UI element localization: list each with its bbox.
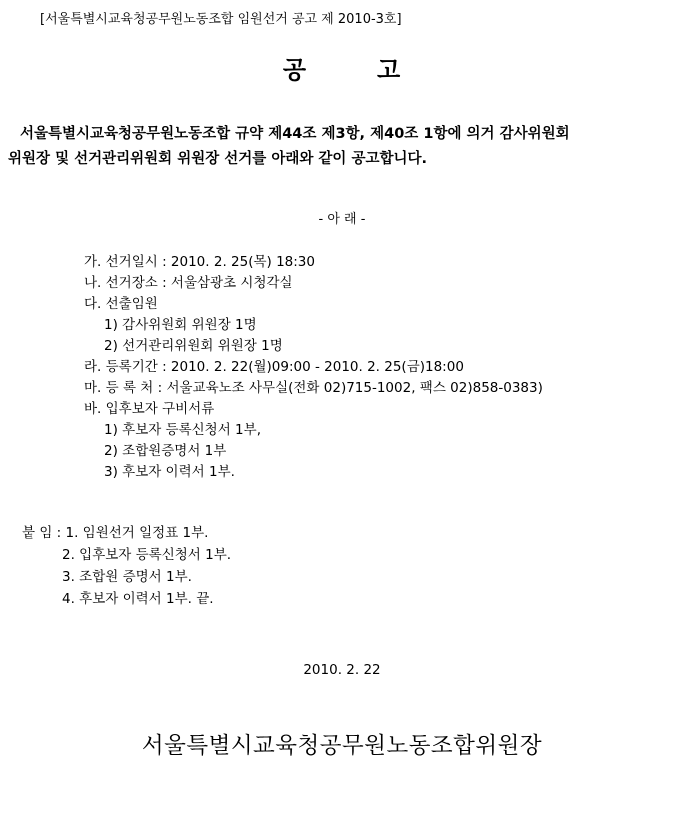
item-officer-2: 2) 선거관리위원회 위원장 1명 <box>104 338 283 354</box>
attachment-3: 3. 조합원 증명서 1부. <box>62 569 192 585</box>
attachment-1: 붙 임 : 1. 임원선거 일정표 1부. <box>22 525 209 541</box>
item-election-venue: 나. 선거장소 : 서울삼광초 시청각실 <box>84 275 293 291</box>
intro-line-1: 서울특별시교육청공무원노동조합 규약 제44조 제3항, 제40조 1항에 의거 감사위원회 <box>20 126 570 142</box>
item-required-documents: 바. 입후보자 구비서류 <box>84 401 215 417</box>
item-election-datetime: 가. 선거일시 : 2010. 2. 25(목) 18:30 <box>84 254 315 270</box>
title-char-2: 고 <box>377 56 402 84</box>
document-title <box>0 50 684 85</box>
signatory: 서울특별시교육청공무원노동조합위원장 <box>141 733 543 759</box>
item-elected-officers: 다. 선출임원 <box>84 296 158 312</box>
item-registration-office: 마. 등 록 처 : 서울교육노조 사무실(전화 02)715-1002, 팩스 02)858-0383) <box>84 380 543 396</box>
item-document-2: 2) 조합원증명서 1부 <box>104 443 227 459</box>
section-heading-below: - 아 래 - <box>318 212 366 227</box>
item-document-3: 3) 후보자 이력서 1부. <box>104 464 235 480</box>
item-registration-period: 라. 등록기간 : 2010. 2. 22(월)09:00 - 2010. 2. 25(금)18:00 <box>84 359 464 375</box>
item-document-1: 1) 후보자 등록신청서 1부, <box>104 422 261 438</box>
attachment-2: 2. 입후보자 등록신청서 1부. <box>62 547 232 563</box>
attachment-4: 4. 후보자 이력서 1부. 끝. <box>62 591 214 607</box>
intro-line-2: 위원장 및 선거관리위원회 위원장 선거를 아래와 같이 공고합니다. <box>8 151 428 167</box>
intro-paragraph <box>8 122 570 172</box>
announcement-date: 2010. 2. 22 <box>303 662 381 678</box>
item-officer-1: 1) 감사위원회 위원장 1명 <box>104 317 257 333</box>
title-char-1: 공 <box>282 56 307 84</box>
document-reference: [서울특별시교육청공무원노동조합 임원선거 공고 제 2010-3호] <box>40 12 402 27</box>
